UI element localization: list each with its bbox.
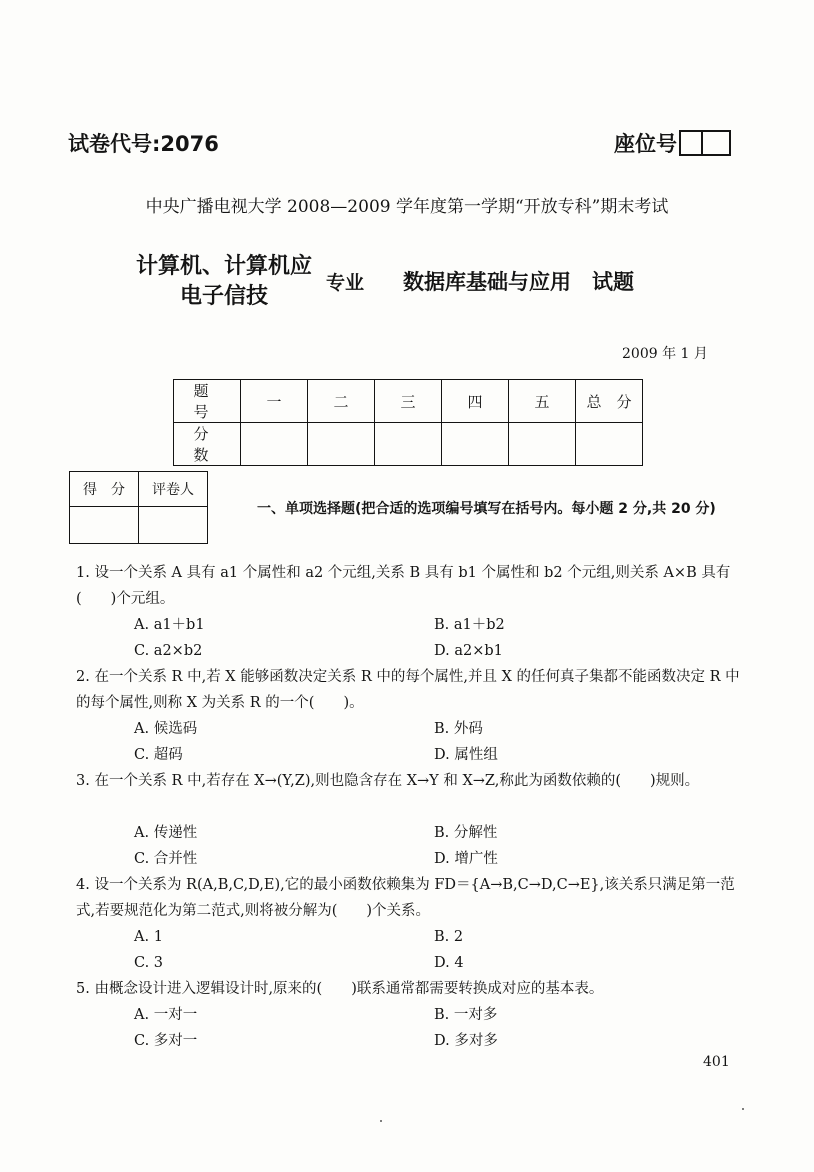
option-b: B. 外码 — [434, 721, 483, 737]
option-a: A. 1 — [134, 929, 163, 945]
option-d: D. a2×b1 — [434, 643, 503, 659]
paper-code: 试卷代号:2076 — [68, 132, 219, 156]
option-a: A. 一对一 — [134, 1007, 198, 1023]
exam-date: 2009 年 1 月 — [622, 346, 708, 362]
score-table — [173, 379, 643, 466]
option-c: C. a2×b2 — [134, 643, 203, 659]
grader-header-row — [70, 472, 208, 507]
option-d: D. 增广性 — [434, 851, 498, 867]
score-table-header-row — [174, 380, 643, 423]
score-header-cell: 题 号 — [174, 380, 241, 423]
score-cell[interactable] — [308, 423, 375, 466]
scan-speck — [742, 1108, 744, 1110]
score-header-cell: 二 — [308, 380, 375, 423]
score-row-label: 分 数 — [174, 423, 241, 466]
grader-table — [69, 471, 208, 544]
option-b: B. 一对多 — [434, 1007, 498, 1023]
question-2-options — [134, 716, 734, 768]
question-3-options — [134, 820, 734, 872]
score-cell[interactable] — [576, 423, 643, 466]
score-cell[interactable] — [509, 423, 576, 466]
seat-number — [614, 128, 731, 158]
major-line-2: 电子信技 — [180, 284, 269, 309]
option-d: D. 多对多 — [434, 1033, 498, 1049]
score-header-cell: 总 分 — [576, 380, 643, 423]
page-number: 401 — [703, 1054, 730, 1070]
option-c: C. 3 — [134, 955, 164, 971]
question-2: 2. 在一个关系 R 中,若 X 能够函数决定关系 R 中的每个属性,并且 X 的任何真子集都不能函数决定 R 中的每个属性,则称 X 为关系 R 的一个( )。 — [76, 669, 740, 711]
question-3: 3. 在一个关系 R 中,若存在 X→(Y,Z),则也隐含存在 X→Y 和 X→Z,称此为函数依赖的( )规则。 — [76, 773, 700, 789]
option-b: B. 分解性 — [434, 825, 498, 841]
question-1-options — [134, 612, 734, 664]
question-5: 5. 由概念设计进入逻辑设计时,原来的( )联系通常都需要转换成对应的基本表。 — [76, 981, 604, 997]
question-1: 1. 设一个关系 A 具有 a1 个属性和 a2 个元组,关系 B 具有 b1 个属性和 b2 个元组,则关系 A×B 具有( )个元组。 — [76, 565, 731, 607]
grader-value-row — [70, 507, 208, 544]
score-header-cell: 三 — [375, 380, 442, 423]
option-a: A. 候选码 — [134, 721, 198, 737]
score-table-value-row — [174, 423, 643, 466]
question-4-options — [134, 924, 734, 976]
score-cell[interactable] — [375, 423, 442, 466]
option-d: D. 4 — [434, 955, 464, 971]
score-cell[interactable] — [241, 423, 308, 466]
score-cell[interactable] — [442, 423, 509, 466]
scan-speck — [380, 1120, 382, 1122]
exam-title: 中央广播电视大学 2008—2009 学年度第一学期“开放专科”期末考试 — [145, 197, 669, 217]
grader-score-cell[interactable] — [70, 507, 139, 544]
grader-name-cell[interactable] — [139, 507, 208, 544]
option-c: C. 合并性 — [134, 851, 198, 867]
majors — [136, 252, 312, 312]
question-4: 4. 设一个关系为 R(A,B,C,D,E),它的最小函数依赖集为 FD＝{A→B,C→D,C→E},该关系只满足第一范式,若要规范化为第二范式,则将被分解为( )个关系。 — [76, 877, 735, 919]
score-header-cell: 四 — [442, 380, 509, 423]
question-5-options — [134, 1002, 734, 1054]
option-c: C. 超码 — [134, 747, 183, 763]
grader-name-header: 评卷人 — [139, 472, 208, 507]
seat-label: 座位号 — [614, 132, 677, 156]
option-d: D. 属性组 — [434, 747, 498, 763]
score-header-cell: 五 — [509, 380, 576, 423]
option-a: A. 传递性 — [134, 825, 198, 841]
option-b: B. a1＋b2 — [434, 617, 505, 633]
score-header-cell: 一 — [241, 380, 308, 423]
course-title: 数据库基础与应用 试题 — [403, 270, 634, 294]
option-c: C. 多对一 — [134, 1033, 198, 1049]
major-suffix: 专业 — [326, 272, 365, 294]
option-b: B. 2 — [434, 929, 464, 945]
seat-number-box — [679, 130, 731, 156]
option-a: A. a1＋b1 — [134, 617, 205, 633]
section-1-title: 一、单项选择题(把合适的选项编号填写在括号内。每小题 2 分,共 20 分) — [257, 501, 716, 517]
major-line-1: 计算机、计算机应 — [136, 254, 313, 279]
grader-score-header: 得 分 — [70, 472, 139, 507]
